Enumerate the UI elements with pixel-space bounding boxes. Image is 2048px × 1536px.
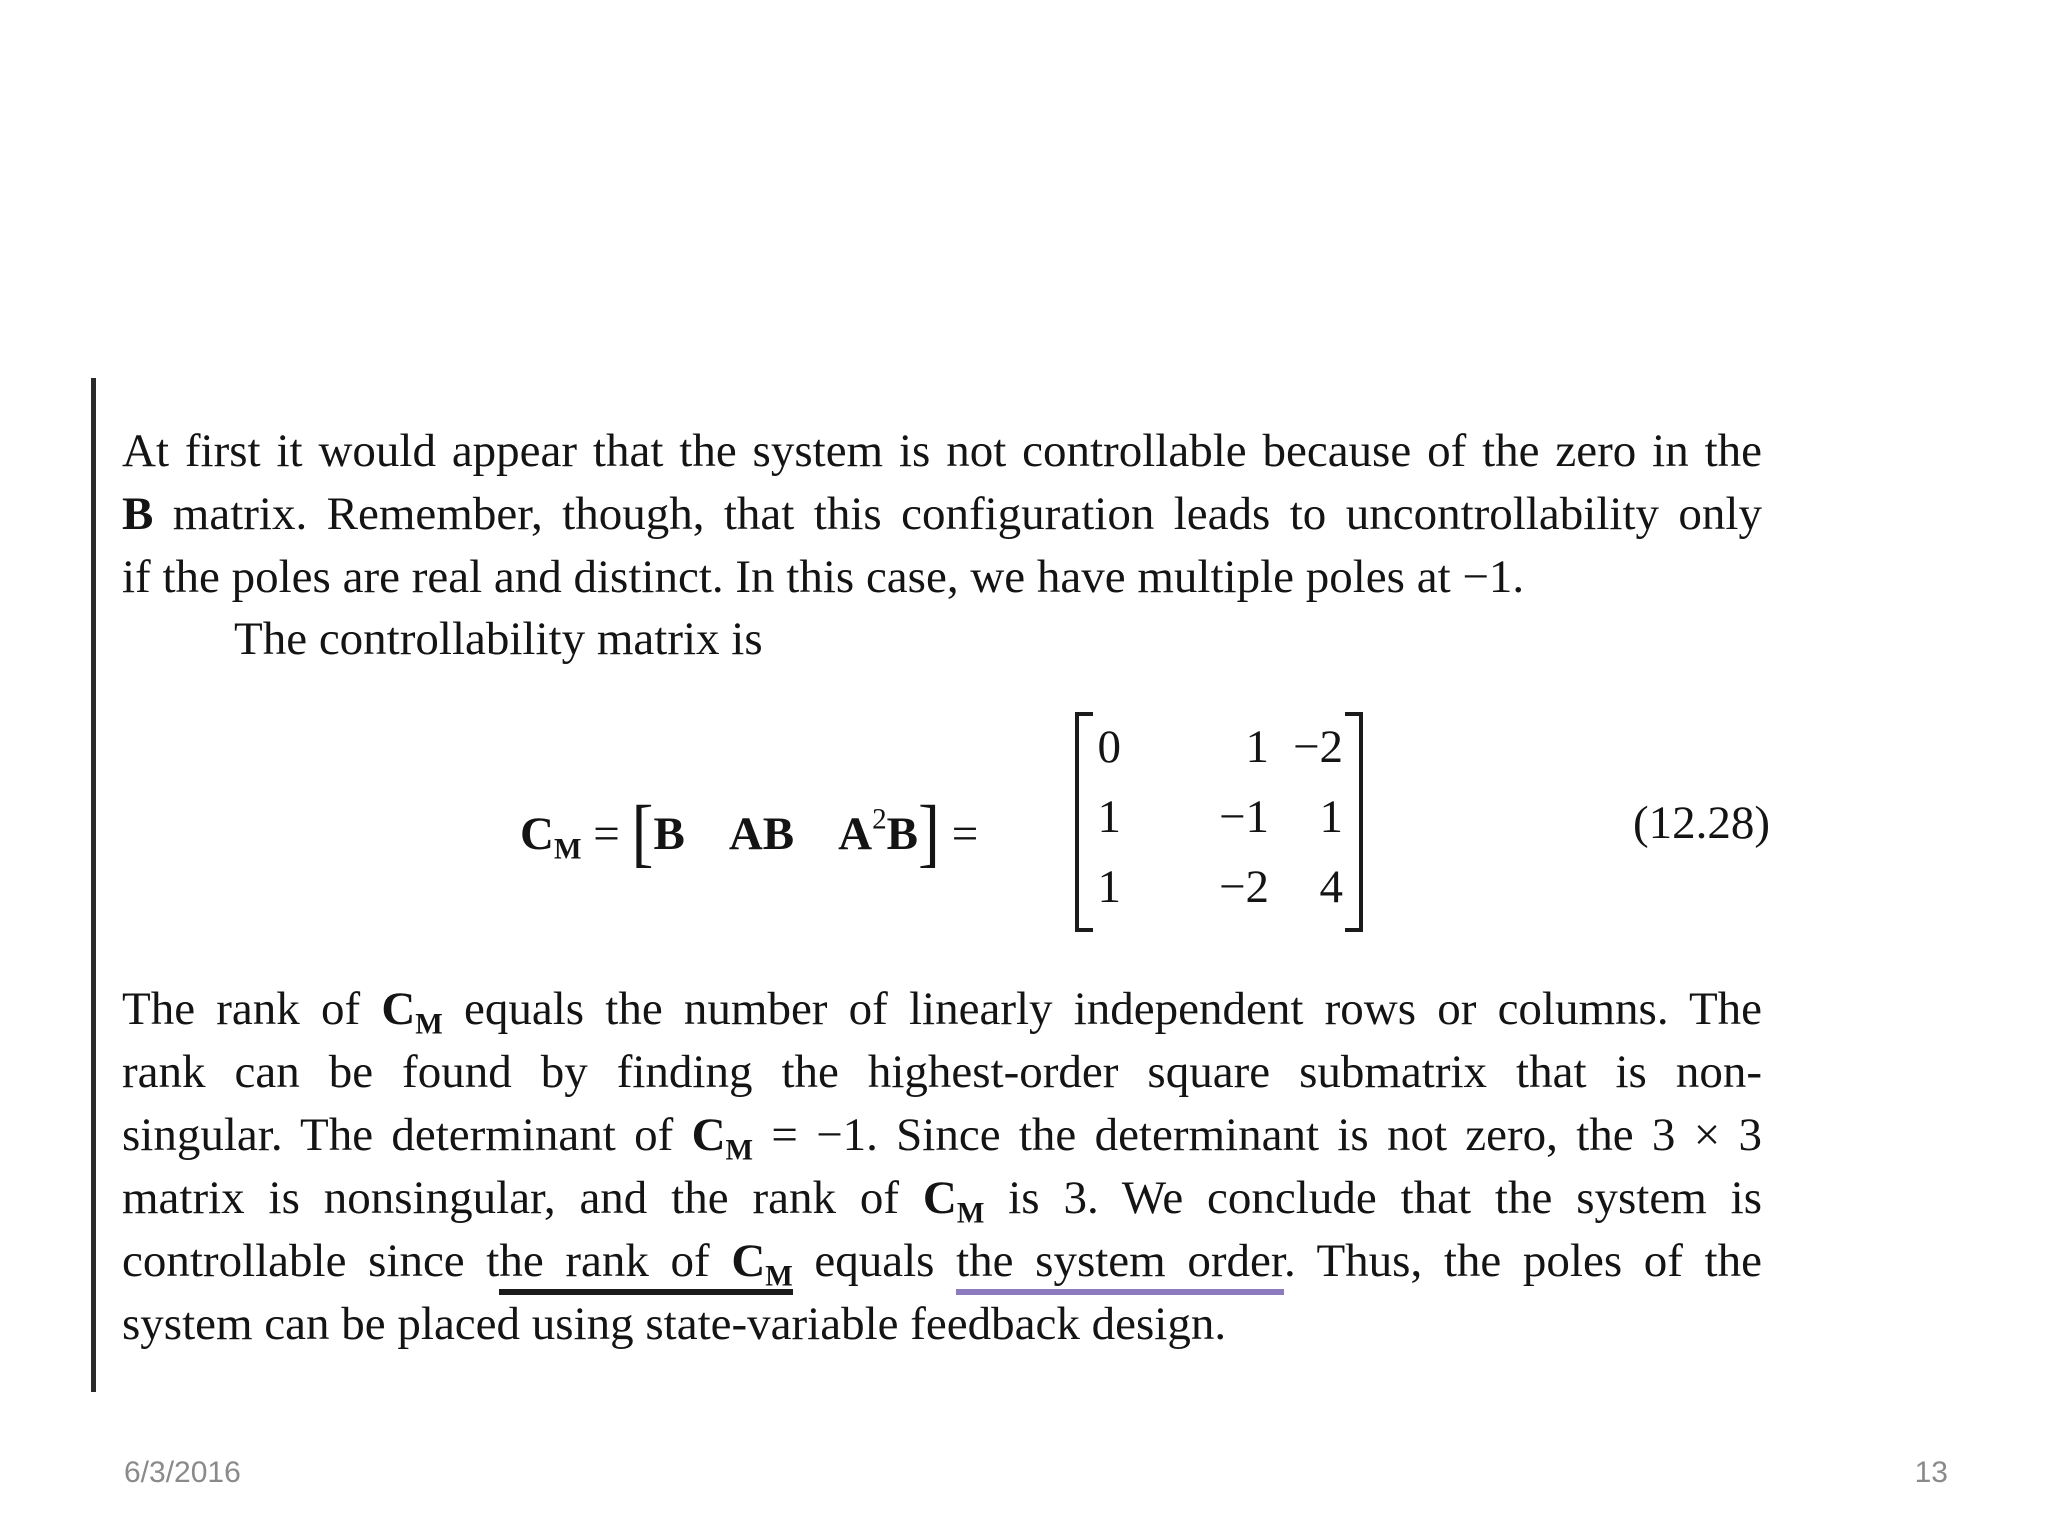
left-margin-bar (91, 378, 96, 1392)
matrix-cell: 1 (1097, 861, 1121, 913)
equation-number: (12.28) (1632, 797, 1770, 849)
underline-annotation-purple: the system order (956, 1235, 1284, 1295)
matrix-cell: −2 (1292, 721, 1343, 773)
text-line: The controllability matrix is (234, 613, 763, 665)
matrix-row (1079, 790, 1359, 854)
matrix-cell: 1 (1319, 791, 1343, 843)
matrix-cell: −1 (1218, 791, 1269, 843)
matrix-cell: −2 (1218, 861, 1269, 913)
text-line: singular. The determinant of $C_M = -1$. Since the determinant is not zero, the 3 × 3 (122, 1109, 1762, 1167)
paragraph-rank (122, 978, 1762, 1356)
matrix-cell: 4 (1319, 861, 1343, 913)
slide-date: 6/3/2016 (124, 1456, 241, 1489)
equation-lhs: $C_M = [B$ AB $A^2B$] = (520, 791, 979, 876)
slide-page-number: 13 (1914, 1456, 1948, 1489)
matrix-cell: 1 (1097, 791, 1121, 843)
paragraph-lead-in (234, 608, 1734, 671)
text-line: B matrix. Remember, though, that this configuration leads to uncontrollability only (122, 488, 1762, 540)
text-line: rank can be found by finding the highest-order square submatrix that is non- (122, 1046, 1762, 1098)
equation-controllability-matrix (520, 712, 1770, 932)
text-line: At first it would appear that the system is not controllable because of the zero in the (122, 425, 1762, 477)
text-line: matrix is nonsingular, and the rank of $C_M$ is 3. We conclude that the system is (122, 1172, 1762, 1230)
bold-symbol: B (122, 488, 154, 540)
matrix-row (1079, 860, 1359, 924)
matrix-cell: 0 (1097, 721, 1121, 773)
underline-annotation-black: he rank of $C_M$ (499, 1235, 792, 1295)
paragraph-intro (122, 420, 1762, 609)
text-line: if the poles are real and distinct. In this case, we have multiple poles at −1. (122, 551, 1525, 603)
matrix-cell: 1 (1245, 721, 1269, 773)
text-line: system can be placed using state-variable feedback design. (122, 1298, 1227, 1350)
matrix-row (1079, 720, 1359, 784)
text-line: The rank of $C_M$ equals the number of linearly independent rows or columns. The (122, 983, 1763, 1041)
text-line: controllable since the rank of $C_M$ equals the system order. Thus, the poles of the (122, 1230, 1762, 1293)
matrix (1075, 712, 1363, 932)
